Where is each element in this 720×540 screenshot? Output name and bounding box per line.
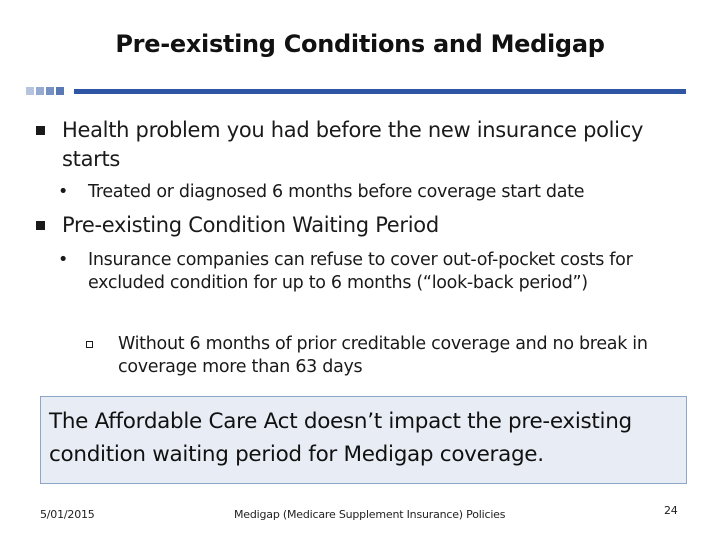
title-underline-square — [56, 87, 64, 95]
sub-bullet-text: Treated or diagnosed 6 months before coverage start date — [88, 182, 585, 202]
sub-sub-bullet-text: Without 6 months of prior creditable coverage and no break in coverage more than 63 days — [118, 334, 648, 377]
dot-bullet-icon: • — [58, 250, 69, 270]
callout-box — [40, 396, 687, 484]
title-underline-squares — [26, 87, 64, 95]
bullet-item — [36, 211, 686, 240]
title-underline-square — [46, 87, 54, 95]
slide-title: Pre-existing Conditions and Medigap — [115, 30, 605, 58]
footer-title: Medigap (Medicare Supplement Insurance) Policies — [234, 508, 506, 521]
sub-bullet-item — [58, 181, 686, 204]
footer-date: 5/01/2015 — [40, 508, 95, 521]
title-underline-square — [26, 87, 34, 95]
title-underline-square — [36, 87, 44, 95]
title-underline — [26, 87, 686, 95]
square-bullet-icon — [36, 221, 45, 230]
square-bullet-icon — [36, 126, 45, 135]
hollow-square-bullet-icon — [86, 341, 93, 348]
sub-bullet-item — [58, 249, 686, 295]
page-number: 24 — [664, 504, 678, 517]
sub-bullet-text: Insurance companies can refuse to cover out-of-pocket costs for excluded condition for up to 6 months (“look-back period”) — [88, 250, 633, 293]
title-underline-line — [74, 89, 686, 94]
bullet-item — [36, 116, 686, 174]
sub-sub-bullet-item — [86, 333, 686, 379]
bullet-text: Pre-existing Condition Waiting Period — [62, 213, 439, 237]
dot-bullet-icon: • — [58, 182, 69, 202]
bullet-text: Health problem you had before the new insurance policy starts — [62, 118, 644, 171]
callout-text: The Affordable Care Act doesn’t impact the pre-existing condition waiting period for Medigap coverage. — [49, 409, 632, 467]
